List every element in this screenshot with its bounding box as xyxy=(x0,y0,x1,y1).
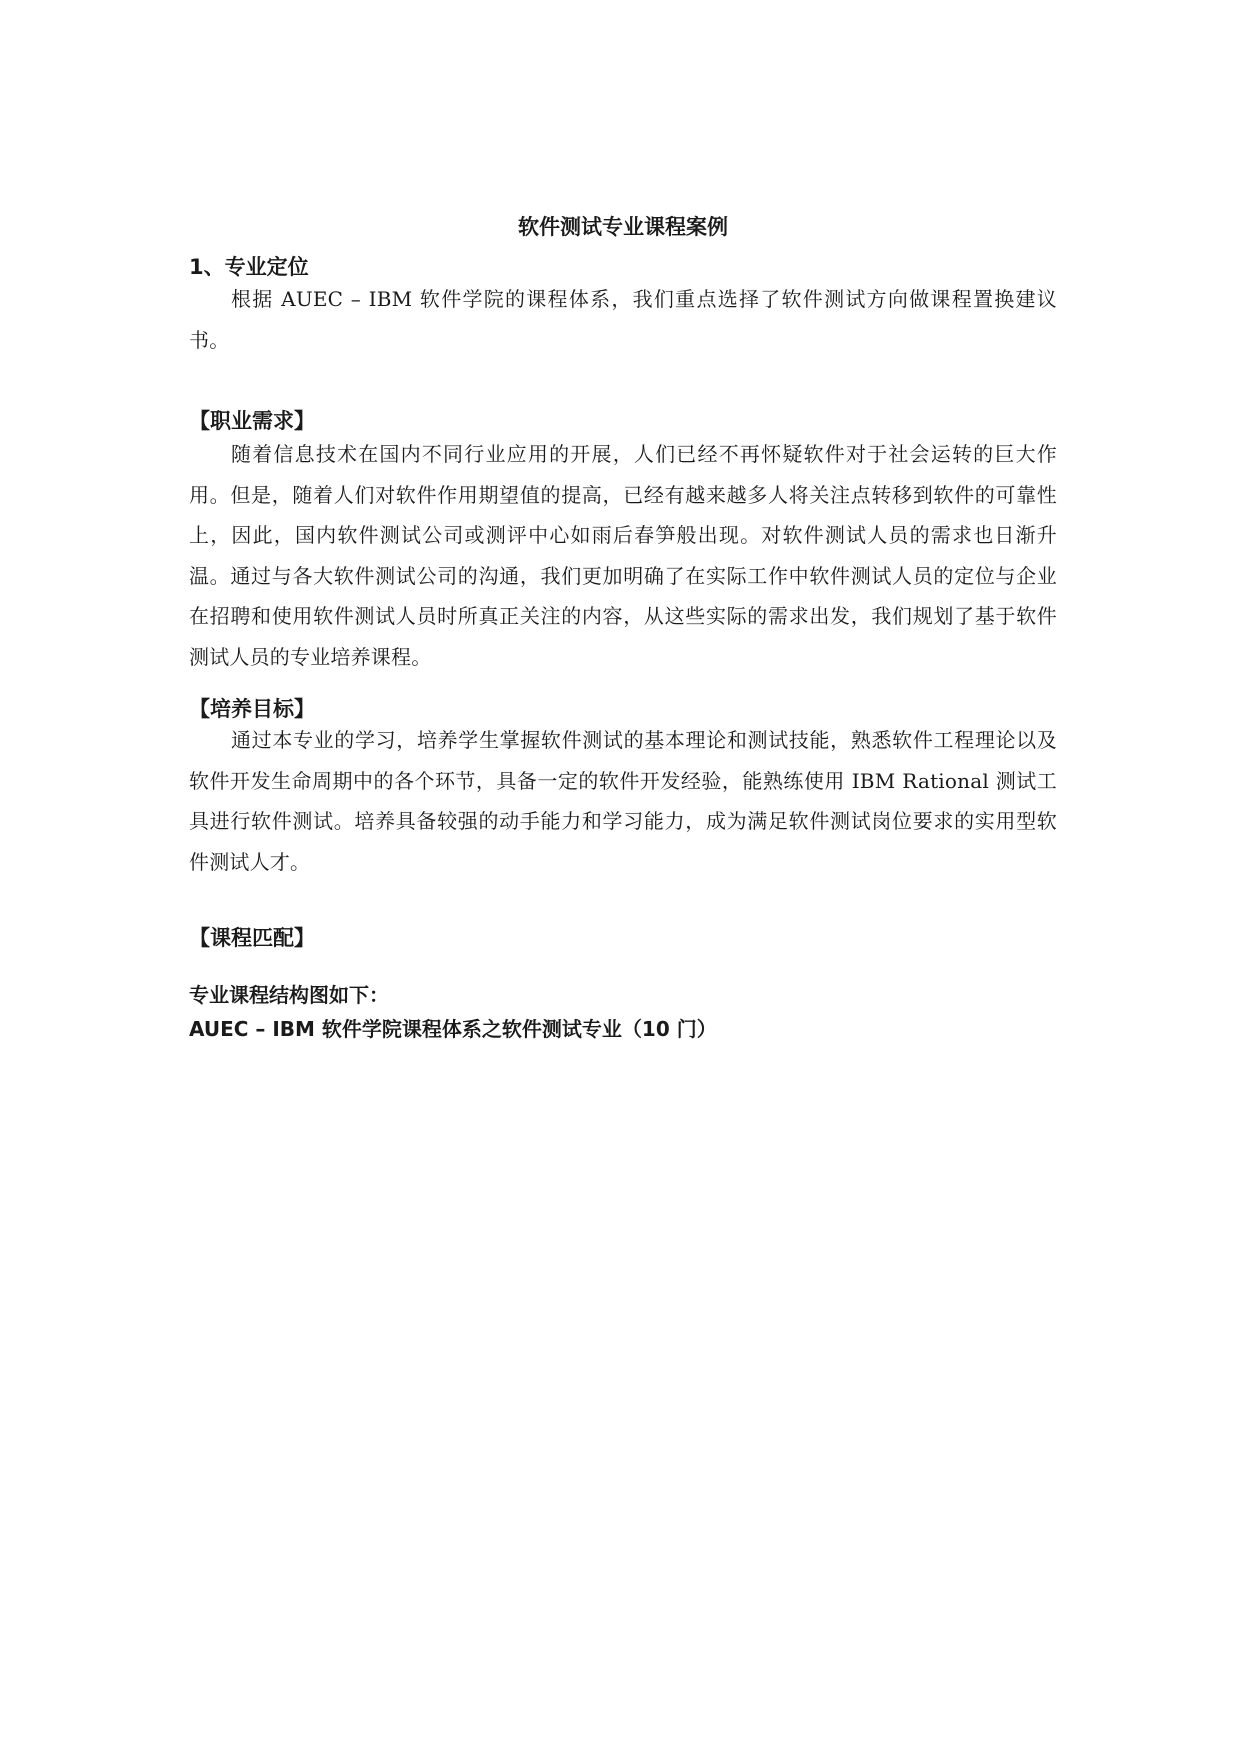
paragraph-training-goal: 通过本专业的学习，培养学生掌握软件测试的基本理论和测试技能，熟悉软件工程理论以及软件开发生命周期中的各个环节，具备一定的软件开发经验，能熟练使用 IBM Rational 测试工具进行软件测试。培养具备较强的动手能力和学习能力，成为满足软件测试岗位要求的实用型软件测试人才。 xyxy=(189,728,1057,874)
document-page xyxy=(189,0,1057,1754)
section-heading-positioning: 1、专业定位 xyxy=(189,255,309,279)
section-heading-training-goal: 【培养目标】 xyxy=(189,697,315,721)
structure-title: AUEC – IBM 软件学院课程体系之软件测试专业（10 门） xyxy=(189,1017,717,1041)
section-heading-course-match: 【课程匹配】 xyxy=(189,926,315,950)
structure-intro: 专业课程结构图如下： xyxy=(189,983,389,1007)
paragraph-career-demand: 随着信息技术在国内不同行业应用的开展，人们已经不再怀疑软件对于社会运转的巨大作用。但是，随着人们对软件作用期望值的提高，已经有越来越多人将关注点转移到软件的可靠性上，因此，国内软件测试公司或测评中心如雨后春笋般出现。对软件测试人员的需求也日渐升温。通过与各大软件测试公司的沟通，我们更加明确了在实际工作中软件测试人员的定位与企业在招聘和使用软件测试人员时所真正关注的内容，从这些实际的需求出发，我们规划了基于软件测试人员的专业培养课程。 xyxy=(189,442,1057,669)
document-title: 软件测试专业课程案例 xyxy=(518,215,728,239)
section-heading-career-demand: 【职业需求】 xyxy=(189,409,315,433)
paragraph-positioning: 根据 AUEC – IBM 软件学院的课程体系，我们重点选择了软件测试方向做课程置换建议书。 xyxy=(189,287,1057,352)
